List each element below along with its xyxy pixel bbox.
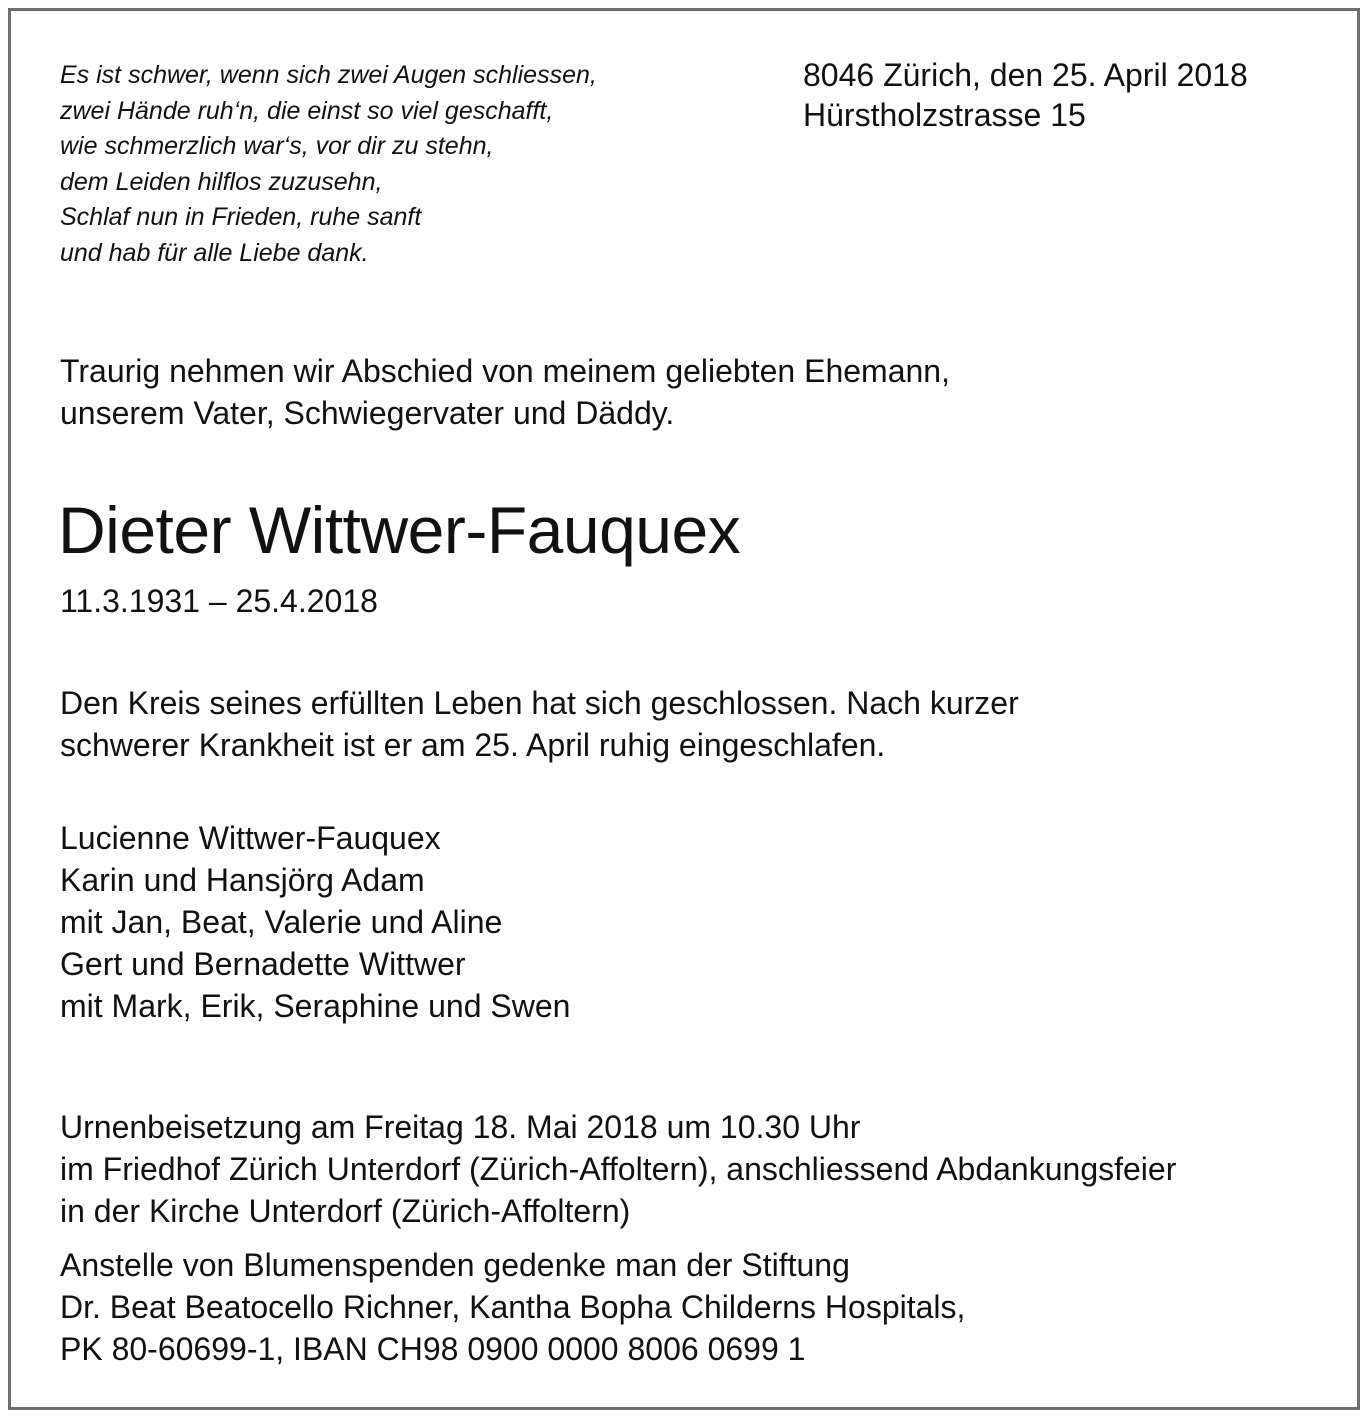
poem-line: Schlaf nun in Frieden, ruhe sanft (60, 203, 422, 231)
burial-line: in der Kirche Unterdorf (Zürich-Affoltern) (60, 1193, 631, 1229)
life-dates: 11.3.1931 – 25.4.2018 (60, 583, 378, 619)
intro-text (60, 350, 950, 434)
poem-line: wie schmerzlich war‘s, vor dir zu stehn, (60, 132, 494, 160)
circle-line: schwerer Krankheit ist er am 25. April ruhig eingeschlafen. (60, 727, 886, 763)
poem-line: dem Leiden hilflos zuzusehn, (60, 167, 383, 196)
place-and-address (803, 55, 1248, 135)
burial-info (60, 1106, 1176, 1232)
place-date: 8046 Zürich, den 25. April 2018 (803, 57, 1248, 93)
family-line: Karin und Hansjörg Adam (60, 862, 425, 898)
poem-line: zwei Hände ruh‘n, die einst so viel geschafft, (60, 96, 554, 125)
donation-line: PK 80-60699-1, IBAN CH98 0900 0000 8006 0699 1 (60, 1331, 806, 1367)
family-line: mit Jan, Beat, Valerie und Aline (60, 904, 503, 940)
donation-line: Dr. Beat Beatocello Richner, Kantha Bopha Childerns Hospitals, (60, 1289, 966, 1325)
deceased-name: Dieter Wittwer-Fauquex (58, 493, 741, 567)
burial-line: Urnenbeisetzung am Freitag 18. Mai 2018 um 10.30 Uhr (60, 1109, 861, 1145)
poem (60, 58, 597, 271)
circle-line: Den Kreis seines erfüllten Leben hat sich geschlossen. Nach kurzer (60, 685, 1019, 721)
burial-line: im Friedhof Zürich Unterdorf (Zürich-Affoltern), anschliessend Abdankungsfeier (60, 1151, 1177, 1187)
intro-line: Traurig nehmen wir Abschied von meinem geliebten Ehemann, (60, 353, 950, 389)
family-line: Gert und Bernadette Wittwer (60, 946, 466, 982)
intro-line: unserem Vater, Schwiegervater und Däddy. (60, 395, 675, 431)
poem-line: Es ist schwer, wenn sich zwei Augen schliessen, (60, 61, 597, 89)
donation-line: Anstelle von Blumenspenden gedenke man der Stiftung (60, 1247, 850, 1283)
circle-text (60, 682, 1019, 766)
family-line: Lucienne Wittwer-Fauquex (60, 820, 441, 856)
donation-info (60, 1244, 965, 1370)
address: Hürstholzstrasse 15 (803, 97, 1086, 133)
family-list (60, 817, 570, 1027)
poem-line: und hab für alle Liebe dank. (60, 238, 369, 267)
family-line: mit Mark, Erik, Seraphine und Swen (60, 988, 571, 1024)
